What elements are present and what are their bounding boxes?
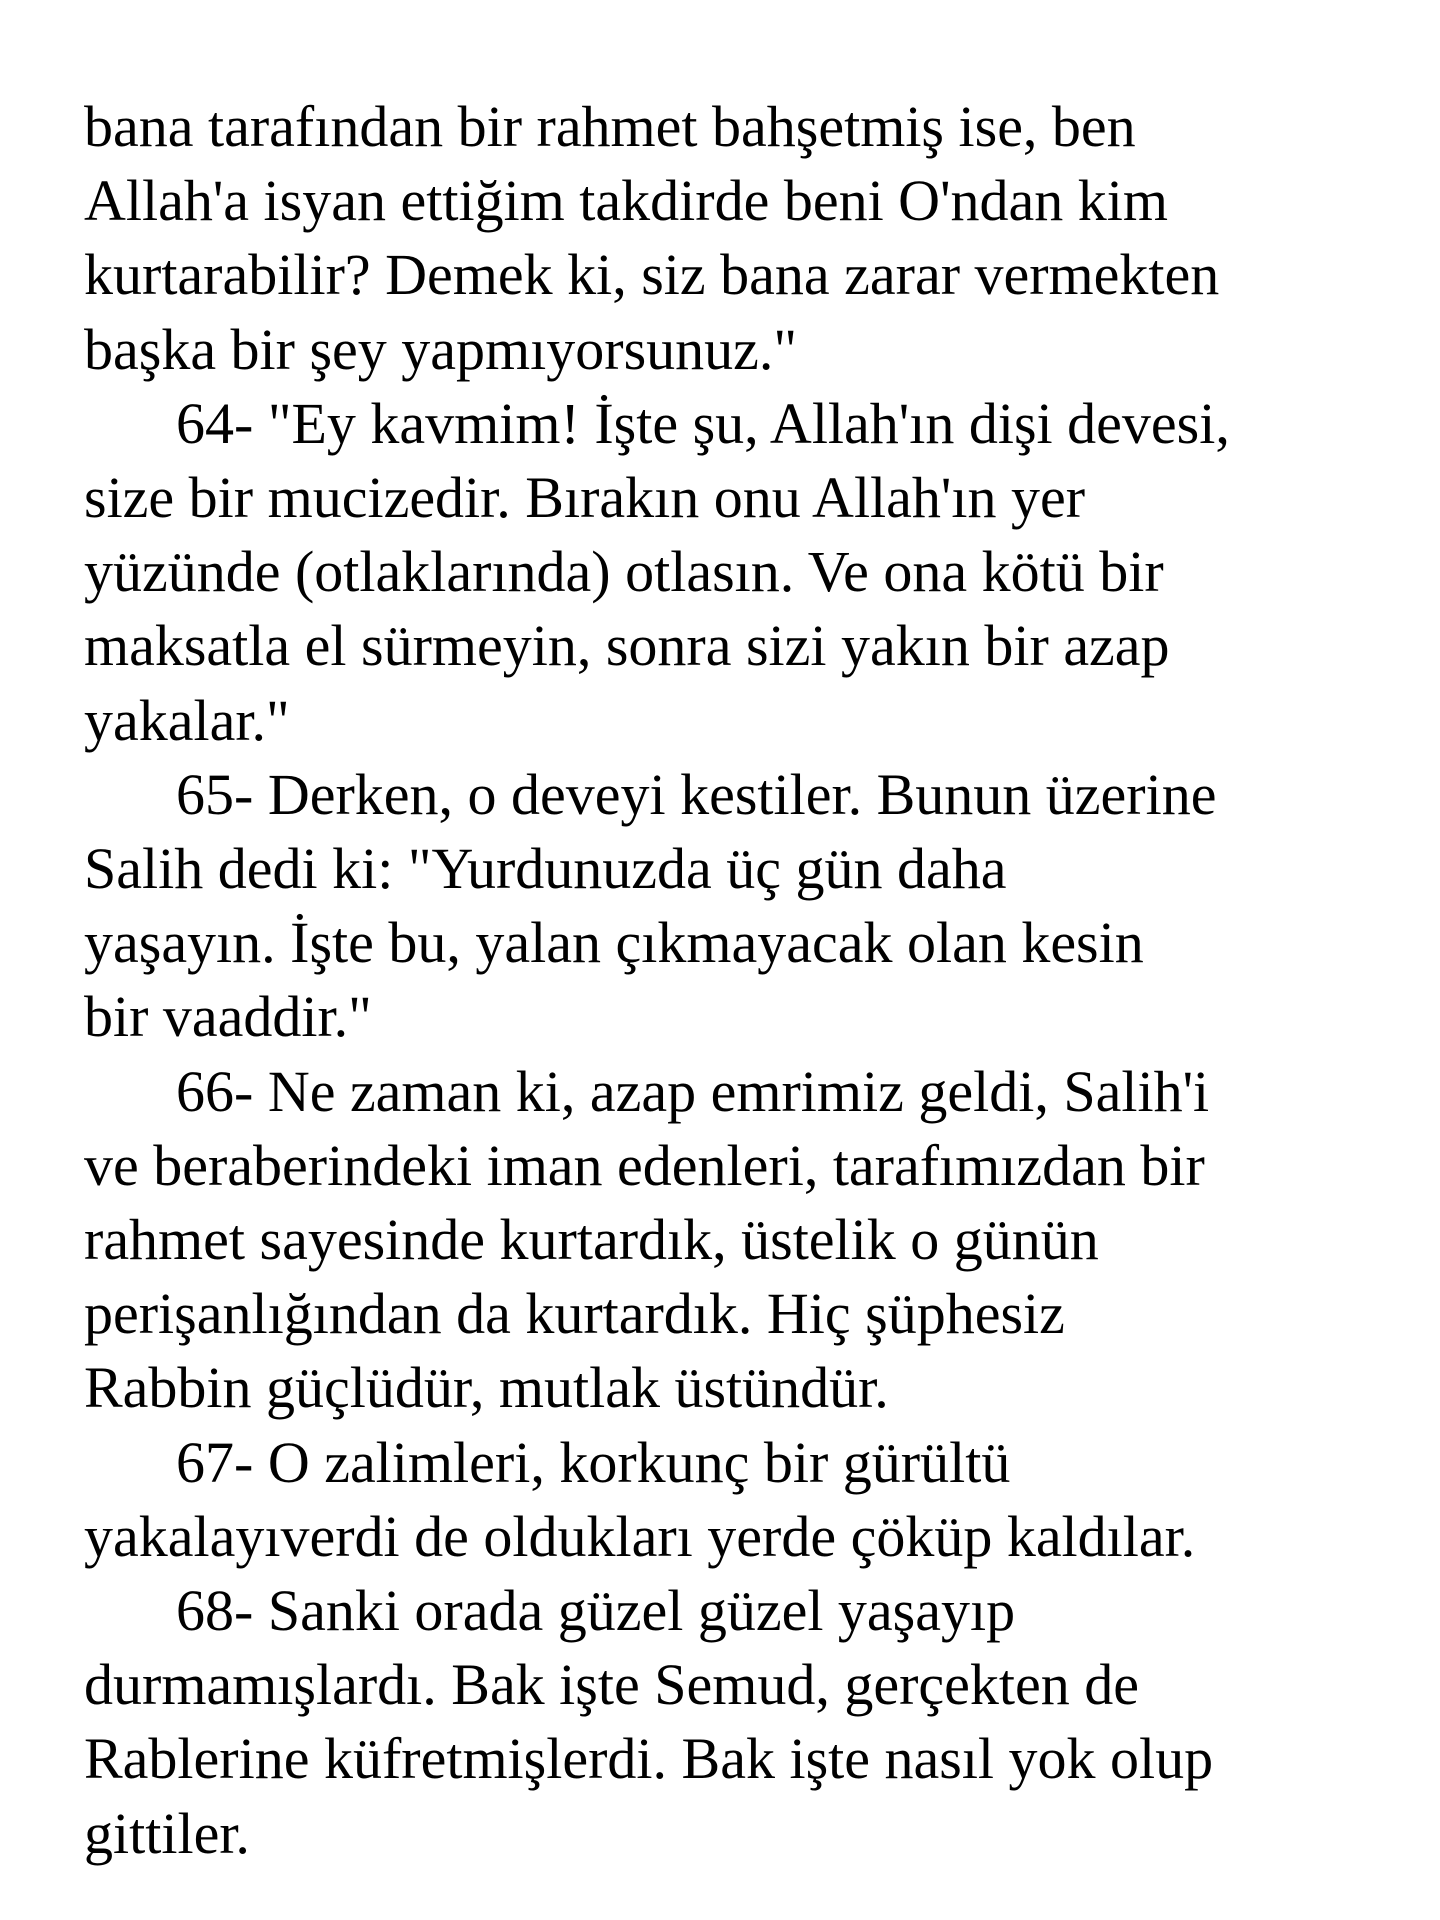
document-page <box>84 90 1404 1871</box>
verse-66: 66- Ne zaman ki, azap emrimiz geldi, Salih'i ve beraberindeki iman edenleri, tarafımızdan bir rahmet sayesinde kurtardık, üstelik o günün perişanlığından da kurtardık. Hiç şüphesiz Rabbin güçlüdür, mutlak üstündür. <box>84 1058 1210 1421</box>
paragraph-continuation: bana tarafından bir rahmet bahşetmiş ise, ben Allah'a isyan ettiğim takdirde beni O'ndan kim kurtarabilir? Demek ki, siz bana zarar vermekten başka bir şey yapmıyorsunuz." <box>84 94 1220 382</box>
verse-68: 68- Sanki orada güzel güzel yaşayıp durmamışlardı. Bak işte Semud, gerçekten de Rablerine küfretmişlerdi. Bak işte nasıl yok olup gittiler. <box>84 1578 1214 1866</box>
verse-64: 64- "Ey kavmim! İşte şu, Allah'ın dişi devesi, size bir mucizedir. Bırakın onu Allah'ın yer yüzünde (otlaklarında) otlasın. Ve ona kötü bir maksatla el sürmeyin, sonra sizi yakın bir azap yakalar." <box>84 390 1230 753</box>
verse-65: 65- Derken, o deveyi kestiler. Bunun üzerine Salih dedi ki: "Yurdunuzda üç gün daha yaşayın. İşte bu, yalan çıkmayacak olan kesin bir vaaddir." <box>84 761 1217 1050</box>
verse-67: 67- O zalimleri, korkunç bir gürültü yakalayıverdi de oldukları yerde çöküp kaldılar. <box>84 1429 1196 1569</box>
